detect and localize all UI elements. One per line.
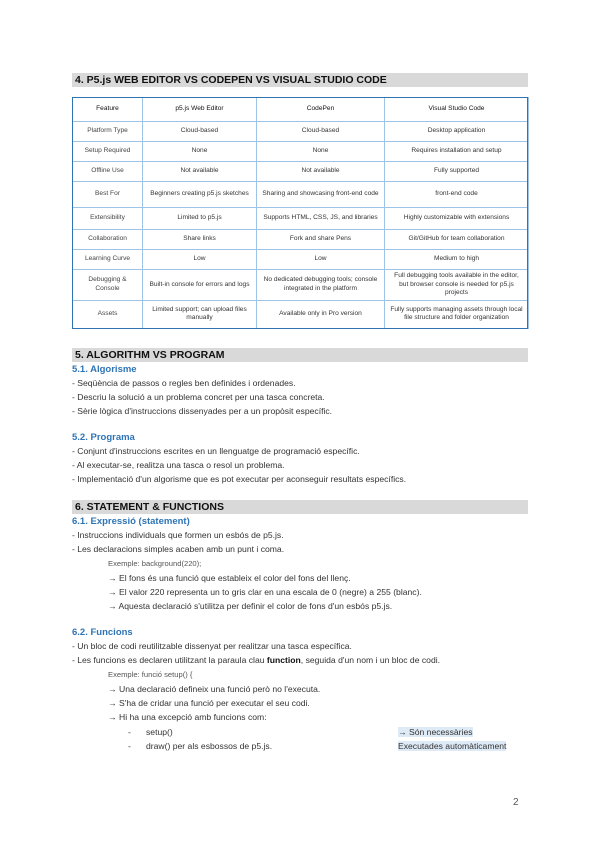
table-cell: Beginners creating p5.js sketches [143,182,257,208]
list-item [72,655,440,665]
table-header-row [73,98,529,122]
table-header-cell: p5.js Web Editor [143,98,257,122]
table-cell: None [143,142,257,162]
table-cell: Git/GitHub for team collaboration [385,230,529,250]
table-cell: None [257,142,385,162]
table-cell: Fork and share Pens [257,230,385,250]
example-point: → El valor 220 representa un to gris clar en una escala de 0 (negre) a 255 (blanc). [108,587,422,597]
example-code: Exemple: funció setup() { [108,670,193,679]
example-point: → Una declaració defineix una funció però no l'executa. [108,684,321,694]
list-item: - Conjunt d'instruccions escrites en un llenguatge de programació específic. [72,446,360,456]
text-fragment: - Les funcions es declaren utilitzant la paraula clau [72,655,267,665]
table-cell: Learning Curve [73,250,143,270]
section-6-heading: 6. STATEMENT & FUNCTIONS [72,500,528,514]
table-cell: Supports HTML, CSS, JS, and libraries [257,208,385,230]
exception-name: draw() per als esbossos de p5.js. [146,741,273,751]
table-cell: Low [257,250,385,270]
list-item: - Al executar-se, realitza una tasca o resol un problema. [72,460,285,470]
table-row [73,270,529,301]
table-cell: Best For [73,182,143,208]
subsection-expressio: 6.1. Expressió (statement) [72,516,190,527]
table-cell: Fully supported [385,162,529,182]
table-cell: Share links [143,230,257,250]
list-item: - Implementació d'un algorisme que es pot executar per aconseguir resultats específics. [72,474,407,484]
list-item: - Descriu la solució a un problema concret per una tasca concreta. [72,392,325,402]
table-cell: Platform Type [73,122,143,142]
table-cell: Not available [143,162,257,182]
subsection-funcions: 6.2. Funcions [72,627,133,638]
table-cell: Debugging & Console [73,270,143,301]
table-cell: Built-in console for errors and logs [143,270,257,301]
list-item: - Sèrie lògica d'instruccions dissenyades per a un propòsit específic. [72,406,333,416]
table-row [73,162,529,182]
exception-dash: - [128,727,131,737]
example-point: → Hi ha una excepció amb funcions com: [108,712,267,722]
example-point: → Aquesta declaració s'utilitza per definir el color de fons d'un esbós p5.js. [108,601,393,611]
comparison-table [72,97,529,329]
list-item: - Instruccions individuals que formen un esbós de p5.js. [72,530,284,540]
table-cell: Low [143,250,257,270]
example-point: → S'ha de cridar una funció per executar el seu codi. [108,698,310,708]
list-item: - Un bloc de codi reutilitzable dissenyat per realitzar una tasca específica. [72,641,352,651]
section-5-heading: 5. ALGORITHM VS PROGRAM [72,348,528,362]
table-cell: No dedicated debugging tools; console integrated in the platform [257,270,385,301]
subsection-algorisme: 5.1. Algorisme [72,364,137,375]
exception-name: setup() [146,727,173,737]
exception-note: Executades automàticament [398,741,507,751]
exception-note: → Són necessàries [398,727,473,737]
page-number: 2 [513,797,519,808]
table-cell: Cloud-based [257,122,385,142]
table-cell: Offline Use [73,162,143,182]
table-cell: Setup Required [73,142,143,162]
table-row [73,230,529,250]
table-cell: Cloud-based [143,122,257,142]
table-row [73,250,529,270]
table-cell: Not available [257,162,385,182]
table-cell: Desktop application [385,122,529,142]
table-cell: Limited to p5.js [143,208,257,230]
table-cell: Requires installation and setup [385,142,529,162]
table-row [73,182,529,208]
table-cell: Assets [73,300,143,328]
table-cell: Sharing and showcasing front-end code [257,182,385,208]
table-header-cell: Visual Studio Code [385,98,529,122]
table-cell: Available only in Pro version [257,300,385,328]
subsection-programa: 5.2. Programa [72,432,135,443]
table-cell: Medium to high [385,250,529,270]
table-header-cell: CodePen [257,98,385,122]
table-row [73,300,529,328]
example-code: Exemple: background(220); [108,559,202,568]
table-cell: Collaboration [73,230,143,250]
section-4-heading: 4. P5.js WEB EDITOR VS CODEPEN VS VISUAL STUDIO CODE [72,73,528,87]
text-fragment: , seguida d'un nom i un bloc de codi. [300,655,441,665]
table-cell: Limited support; can upload files manually [143,300,257,328]
example-point: → El fons és una funció que estableix el color del fons del llenç. [108,573,351,583]
table-cell: Fully supports managing assets through local file structure and folder organization [385,300,529,328]
table-header-cell: Feature [73,98,143,122]
table-row [73,142,529,162]
keyword-function: function [266,655,301,665]
table-cell: Extensibility [73,208,143,230]
table-row [73,122,529,142]
table-cell: Full debugging tools available in the editor, but browser console is needed for p5.js projects [385,270,529,301]
table-row [73,208,529,230]
table-cell: front-end code [385,182,529,208]
table-cell: Highly customizable with extensions [385,208,529,230]
list-item: - Les declaracions simples acaben amb un punt i coma. [72,544,285,554]
list-item: - Seqüència de passos o regles ben definides i ordenades. [72,378,296,388]
exception-dash: - [128,741,131,751]
